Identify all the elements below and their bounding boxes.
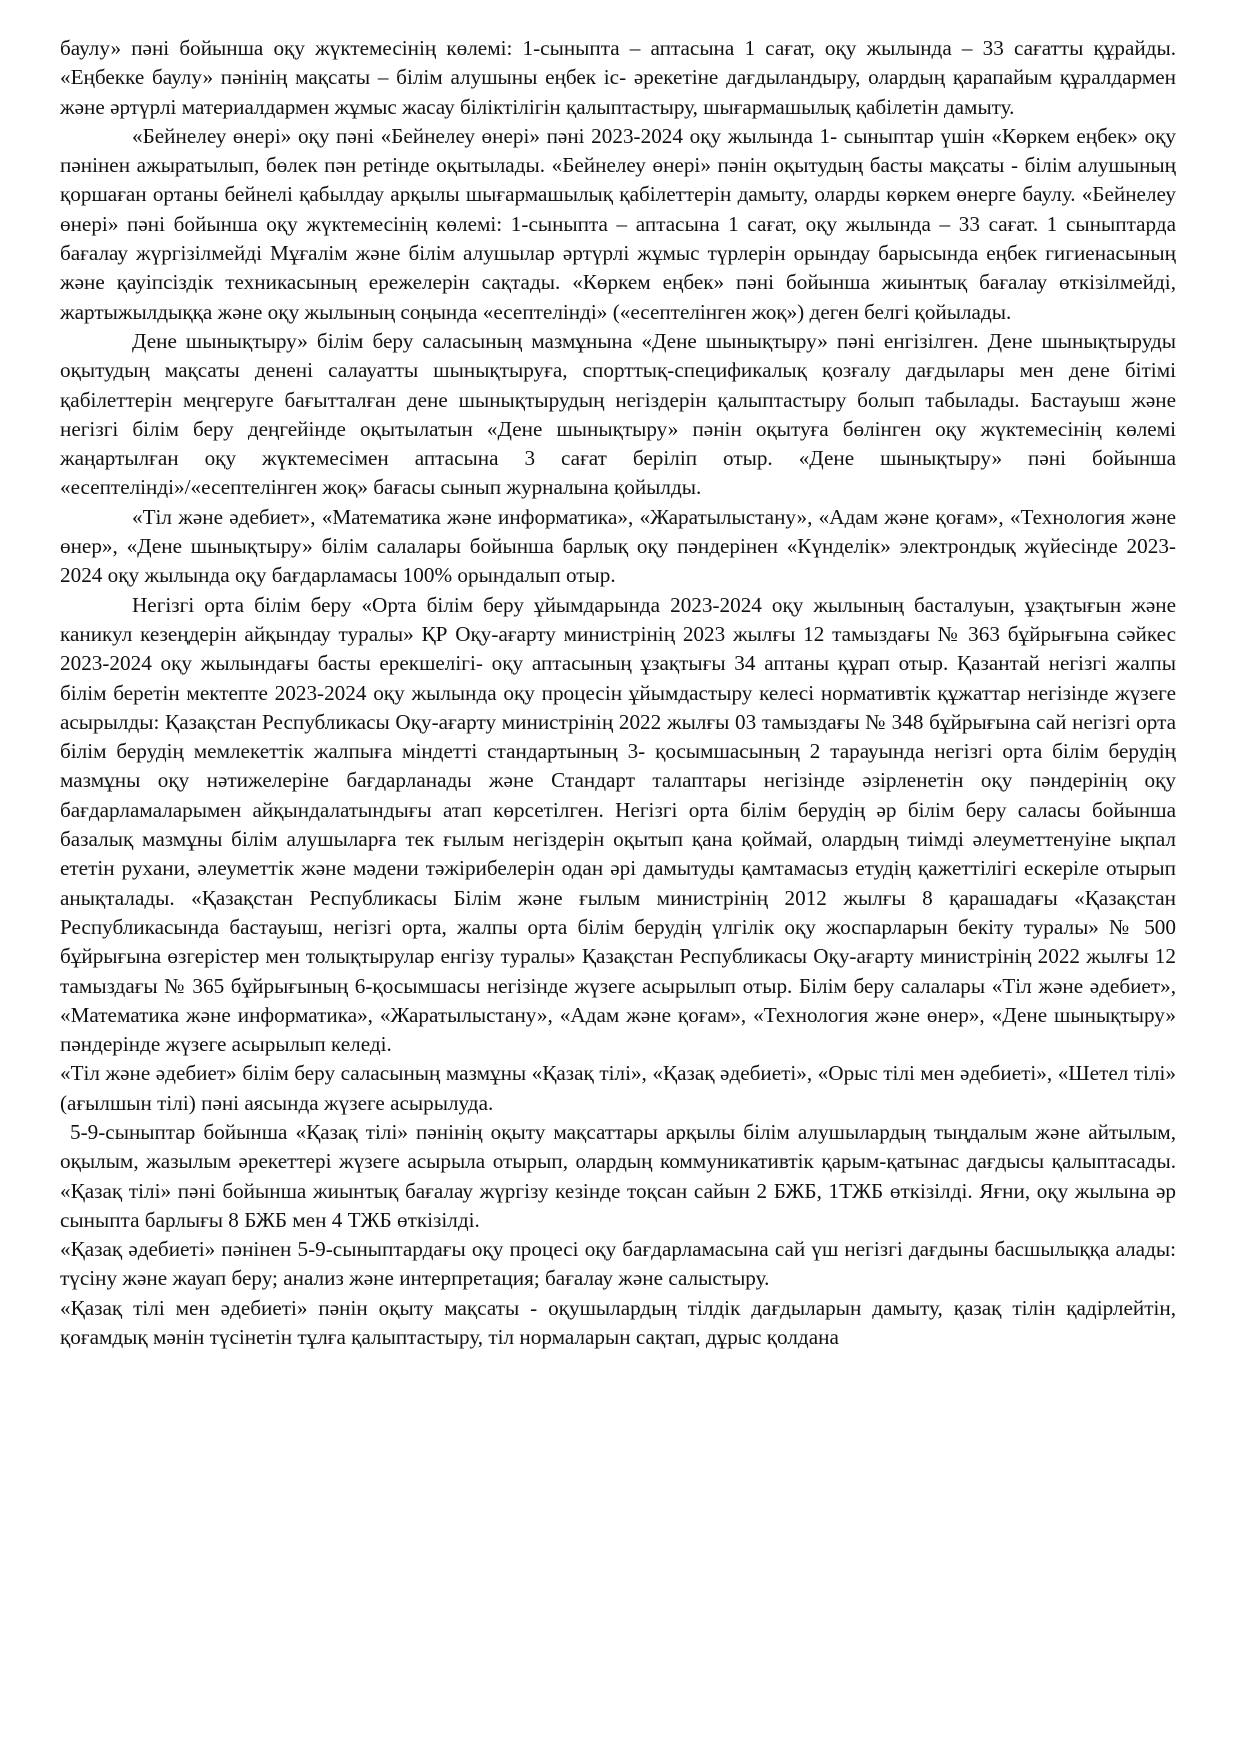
paragraph-fine-arts: «Бейнелеу өнері» оқу пәні «Бейнелеу өнері» пәні 2023-2024 оқу жылында 1- сыныптар үшін «Көркем еңбек» оқу пәнінен ажыратылып, бөлек пән ретінде оқытылады. «Бейнелеу өнері» пәнін оқытудың басты мақсаты - білім алушының қоршаған ортаны бейнелі қабылдау арқылы шығармашылық қабілеттерін дамыту, оларды көркем өнерге баулу. «Бейнелеу өнері» пәні бойынша оқу жүктемесінің көлемі: 1-сыныпта – аптасына 1 сағат, оқу жылында – 33 сағат. 1 сыныптарда бағалау жүргізілмейді Мұғалім және білім алушылар әртүрлі жұмыс түрлерін орындау барысында еңбек гигиенасының және қауіпсіздік техникасының ережелерін сақтады. «Көркем еңбек» пәні бойынша жиынтық бағалау өткізілмейді, жартыжылдыққа және оқу жылының соңында «есептелінді» («есептелінген жоқ») деген белгі қойылады. bbox=[60, 123, 1176, 324]
paragraph-curriculum-completion: «Тіл және әдебиет», «Математика және информатика», «Жаратылыстану», «Адам және қоғам», «Технология және өнер», «Дене шынықтыру» білім салалары бойынша барлық оқу пәндерінен «Күнделік» электрондық жүйесінде 2023-2024 оқу жылында оқу бағдарламасы 100% орындалып отыр. bbox=[60, 504, 1176, 588]
paragraph-physical-education: Дене шынықтыру» білім беру саласының мазмұнына «Дене шынықтыру» пәні енгізілген. Дене шынықтыруды оқытудың мақсаты денені салауатты шынықтыруға, спорттық-спецификалық қозғалу дағдылары мен дене бітімі қабілеттерін меңгеруге бағытталған дене шынықтырудың негіздерін қалыптастыру болып табылады. Бастауыш және негізгі білім беру деңгейінде оқытылатын «Дене шынықтыру» пәнін оқытуға бөлінген оқу жүктемесінің көлемі жаңартылған оқу жүктемесімен аптасына 3 сағат беріліп отыр. «Дене шынықтыру» пәні бойынша «есептелінді»/«есептелінген жоқ» бағасы сынып журналына қойылды. bbox=[60, 328, 1176, 500]
paragraph-language-literature-area: «Тіл және әдебиет» білім беру саласының мазмұны «Қазақ тілі», «Қазақ әдебиеті», «Орыс тілі мен әдебиеті», «Шетел тілі» (ағылшын тілі) пәні аясында жүзеге асырылуда. bbox=[60, 1061, 1176, 1115]
document-page bbox=[60, 34, 1176, 1352]
paragraph-craft-training-load: баулу» пәні бойынша оқу жүктемесінің көлемі: 1-сыныпта – аптасына 1 сағат, оқу жылында – 33 сағатты құрайды. «Еңбекке баулу» пәнінің мақсаты – білім алушыны еңбек іс- әрекетіне дағдыландыру, олардың қарапайым құралдармен және әртүрлі материалдармен жұмыс жасау біліктілігін қалыптастыру, шығармашылық қабілетін дамыту. bbox=[60, 36, 1176, 119]
paragraph-basic-secondary-education: Негізгі орта білім беру «Орта білім беру ұйымдарында 2023-2024 оқу жылының басталуын, ұзақтығын және каникул кезеңдерін айқындау туралы» ҚР Оқу-ағарту министрінің 2023 жылғы 12 тамыздағы № 363 бұйрығына сәйкес 2023-2024 оқу жылындағы басты ерекшелігі- оқу аптасының ұзақтығы 34 аптаны құрап отыр. Қазантай негізгі жалпы білім беретін мектепте 2023-2024 оқу жылында оқу процесін ұйымдастыру келесі нормативтік құжаттар негізінде жүзеге асырылды: Қазақстан Республикасы Оқу-ағарту министрінің 2022 жылғы 03 тамыздағы № 348 бұйрығына сай негізгі орта білім берудің мемлекеттік жалпыға міндетті стандартының 3- қосымшасының 2 тарауында негізгі орта білім берудің мазмұны оқу нәтижелеріне бағдарланады және Стандарт талаптары негізінде әзірленетін оқу пәндерінің оқу бағдарламаларымен айқындалатындығы атап көрсетілген. Негізгі орта білім берудің әр білім беру саласы бойынша базалық мазмұны білім алушыларға тек ғылым негіздерін оқытып қана қоймай, олардың тиімді әлеуметтенуіне ықпал ететін рухани, әлеуметтік және мәдени тәжірибелерін одан әрі дамытуды қамтамасыз етудің қажеттілігі ескеріле отырып анықталады. «Қазақстан Республикасы Білім және ғылым министрінің 2012 жылғы 8 қарашадағы «Қазақстан Республикасында бастауыш, негізгі орта, жалпы орта білім берудің үлгілік оқу жоспарларын бекіту туралы» № 500 бұйрығына өзгерістер мен толықтырулар енгізу туралы» Қазақстан Республикасы Оқу-ағарту министрінің 2022 жылғы 12 тамыздағы № 365 бұйрығының 6-қосымшасы негізінде жүзеге асырылып отыр. Білім беру салалары «Тіл және әдебиет», «Математика және информатика», «Жаратылыстану», «Адам және қоғам», «Технология және өнер», «Дене шынықтыру» пәндерінде жүзеге асырылып келеді. bbox=[60, 592, 1176, 1057]
paragraph-kazakh-language: 5-9-сыныптар бойынша «Қазақ тілі» пәнінің оқыту мақсаттары арқылы білім алушылардың тыңдалым және айтылым, оқылым, жазылым әрекеттері жүзеге асырыла отырып, олардың коммуникативтік қарым-қатынас дағдысы қалыптасады. «Қазақ тілі» пәні бойынша жиынтық бағалау жүргізу кезінде тоқсан сайын 2 БЖБ, 1ТЖБ өткізілді. Яғни, оқу жылына әр сыныпта барлығы 8 БЖБ мен 4 ТЖБ өткізілді. bbox=[60, 1119, 1176, 1232]
paragraph-kazakh-language-and-literature: «Қазақ тілі мен әдебиеті» пәнін оқыту мақсаты - оқушылардың тілдік дағдыларын дамыту, қазақ тілін қадірлейтін, қоғамдық мәнін түсінетін тұлға қалыптастыру, тіл нормаларын сақтап, дұрыс қолдана bbox=[60, 1295, 1176, 1350]
paragraph-kazakh-literature: «Қазақ әдебиеті» пәнінен 5-9-сыныптардағы оқу процесі оқу бағдарламасына сай үш негізгі дағдыны басшылыққа алады: түсіну және жауап беру; анализ және интерпретация; бағалау және салыстыру. bbox=[60, 1237, 1176, 1291]
